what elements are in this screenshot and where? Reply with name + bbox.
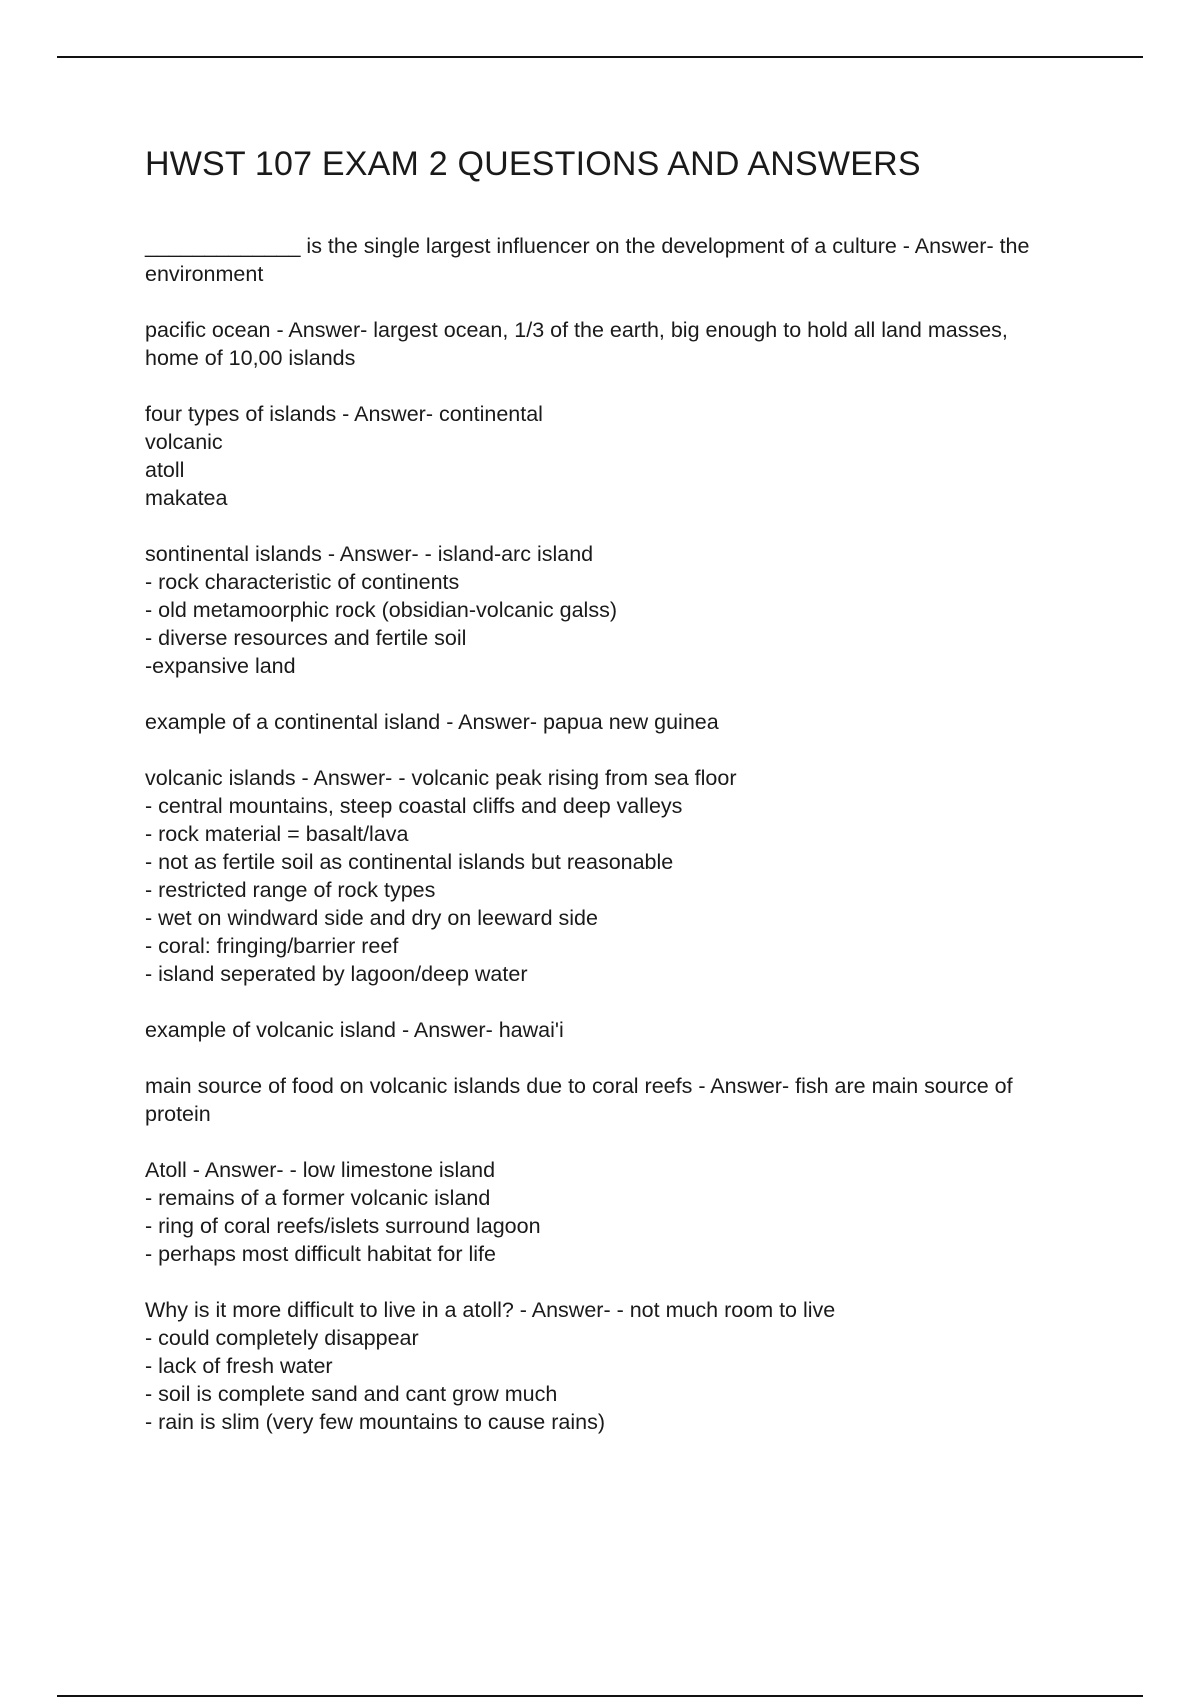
qa-entry: _____________ is the single largest influencer on the development of a culture - Answer- the environment [145,234,1030,286]
qa-entry: Atoll - Answer- - low limestone island - remains of a former volcanic island - ring of coral reefs/islets surround lagoon - perhaps most difficult habitat for life [145,1158,541,1266]
qa-entry: example of a continental island - Answer- papua new guinea [145,710,719,734]
qa-entry: four types of islands - Answer- continental volcanic atoll makatea [145,402,543,510]
qa-entry: volcanic islands - Answer- - volcanic peak rising from sea floor - central mountains, steep coastal cliffs and deep valleys - rock material = basalt/lava - not as fertile soil as continental islands but reasonable - restricted range of rock types - wet on windward side and dry on leeward side - coral: fringing/barrier reef - island seperated by lagoon/deep water [145,766,737,986]
document-title: HWST 107 EXAM 2 QUESTIONS AND ANSWERS [145,145,921,183]
qa-entry: Why is it more difficult to live in a atoll? - Answer- - not much room to live - could completely disappear - lack of fresh water - soil is complete sand and cant grow much - rain is slim (very few mountains to cause rains) [145,1298,836,1434]
qa-entry: pacific ocean - Answer- largest ocean, 1/3 of the earth, big enough to hold all land masses, home of 10,00 islands [145,318,1008,370]
qa-entry: sontinental islands - Answer- - island-arc island - rock characteristic of continents - old metamoorphic rock (obsidian-volcanic galss) - diverse resources and fertile soil -expansive land [145,542,617,678]
qa-entry: example of volcanic island - Answer- hawai'i [145,1018,564,1042]
top-rule [57,56,1143,58]
qa-entry: main source of food on volcanic islands due to coral reefs - Answer- fish are main source of protein [145,1074,1013,1126]
bottom-rule [57,1695,1143,1697]
document-body [145,142,1045,1464]
